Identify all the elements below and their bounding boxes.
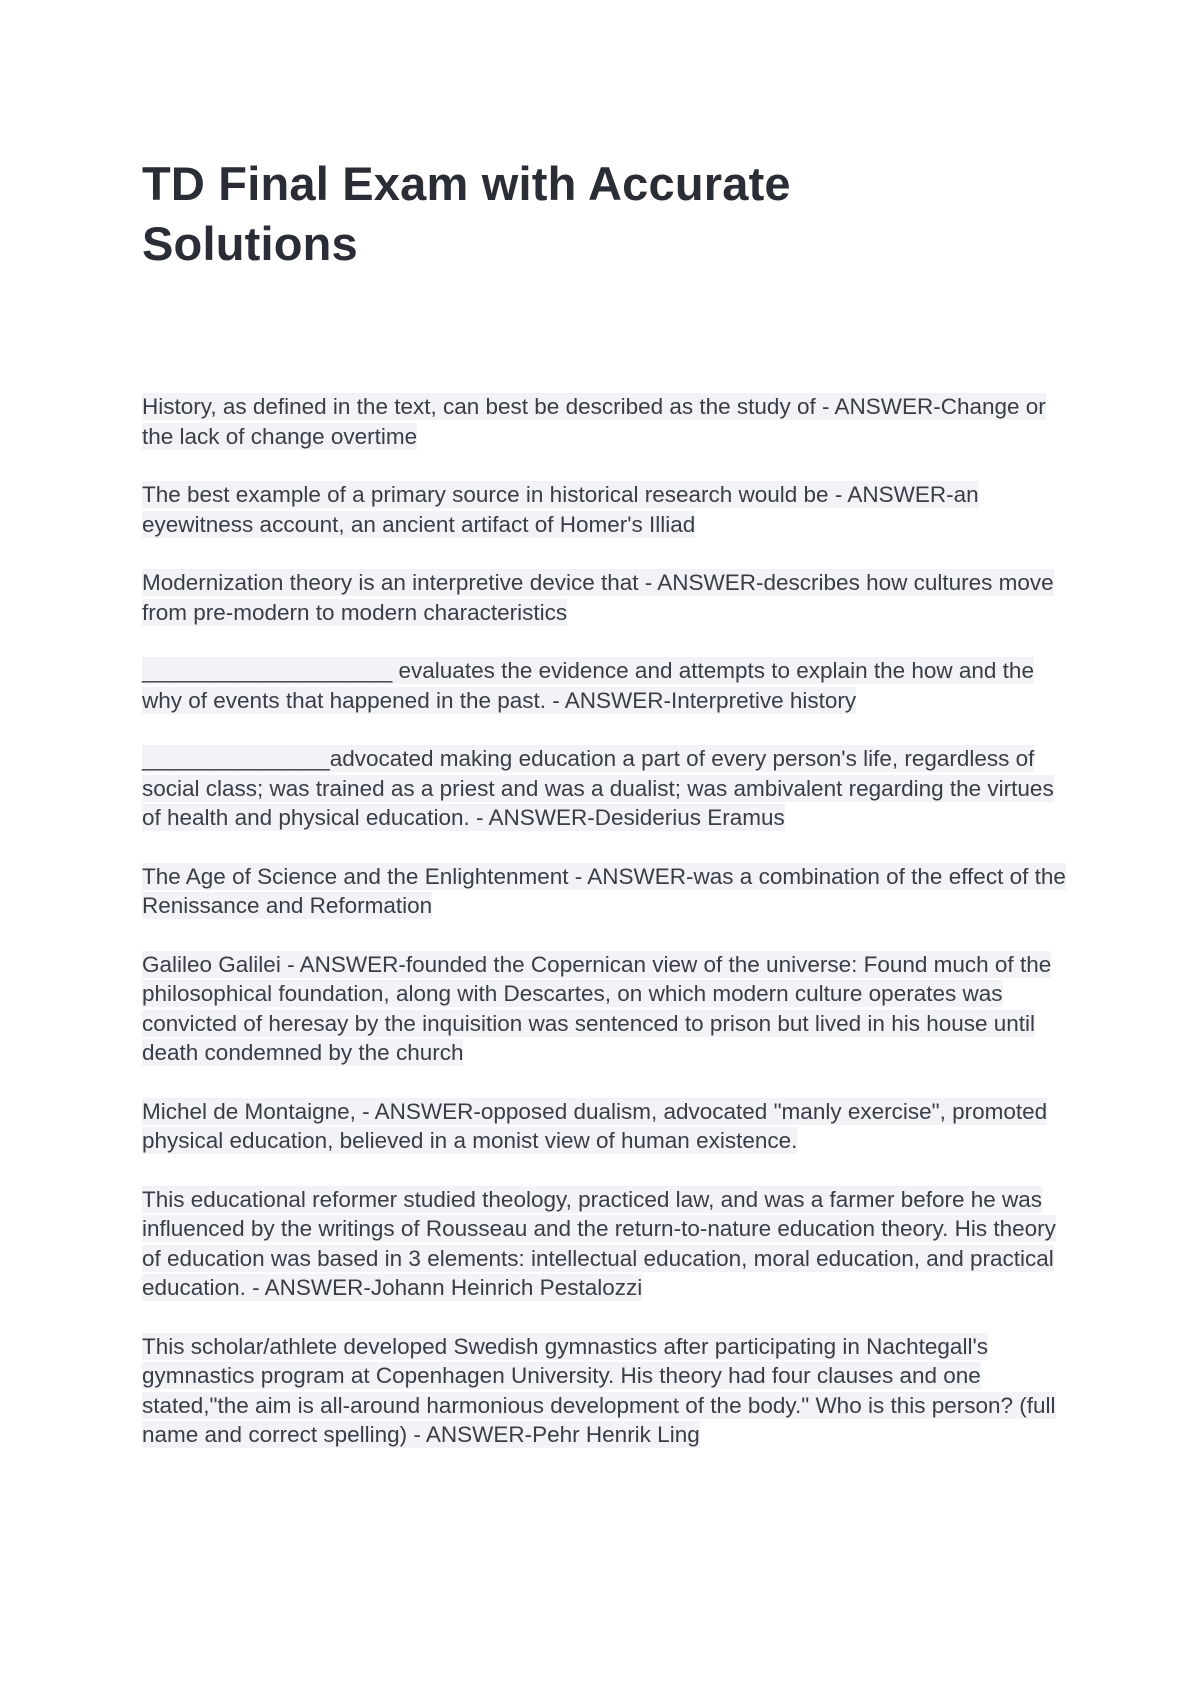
qa-item (142, 744, 1072, 833)
qa-text: Galileo Galilei - ANSWER-founded the Copernican view of the universe: Found much of the philosophical foundation, along with Descartes, on which modern culture operates was convicted of heresay by the inquisition was sentenced to prison but lived in his house until death condemned by the church (142, 951, 1052, 1065)
qa-text: The best example of a primary source in historical research would be - ANSWER-an eyewitness account, an ancient artifact of Homer's Illiad (142, 482, 979, 537)
qa-text: ____________________ evaluates the evidence and attempts to explain the how and the why of events that happened in the past. - ANSWER-Interpretive history (142, 658, 1034, 713)
qa-item (142, 1097, 1072, 1156)
qa-text: Michel de Montaigne, - ANSWER-opposed dualism, advocated "manly exercise", promoted physical education, believed in a monist view of human existence. (142, 1098, 1048, 1153)
qa-text: History, as defined in the text, can best be described as the study of - ANSWER-Change or the lack of change overtime (142, 394, 1046, 449)
qa-item (142, 862, 1072, 921)
document-title: TD Final Exam with Accurate Solutions (142, 157, 791, 270)
qa-item (142, 656, 1072, 715)
qa-item (142, 950, 1072, 1068)
qa-item (142, 392, 1072, 451)
qa-item (142, 568, 1072, 627)
qa-text: This educational reformer studied theology, practiced law, and was a farmer before he was influenced by the writings of Rousseau and the return-to-nature education theory. His theory of education was based in 3 elements: intellectual education, moral education, and practical education. - ANSWER-Johann Heinrich Pestalozzi (142, 1186, 1056, 1300)
qa-item (142, 480, 1072, 539)
qa-item (142, 1185, 1072, 1303)
qa-text: _______________advocated making education a part of every person's life, regardless of social class; was trained as a priest and was a dualist; was ambivalent regarding the virtues of health and physical education. - ANSWER-Desiderius Eramus (142, 746, 1054, 830)
qa-item (142, 1332, 1072, 1450)
qa-text: The Age of Science and the Enlightenment - ANSWER-was a combination of the effect of the Renissance and Reformation (142, 863, 1066, 918)
qa-text: Modernization theory is an interpretive device that - ANSWER-describes how cultures move from pre-modern to modern characteristics (142, 570, 1054, 625)
qa-list (142, 392, 1072, 1479)
qa-text: This scholar/athlete developed Swedish gymnastics after participating in Nachtegall's gymnastics program at Copenhagen University. His theory had four clauses and one stated,"the aim is all-around harmonious development of the body." Who is this person? (full name and correct spelling) - ANSWER-Pehr Henrik Ling (142, 1333, 1056, 1447)
